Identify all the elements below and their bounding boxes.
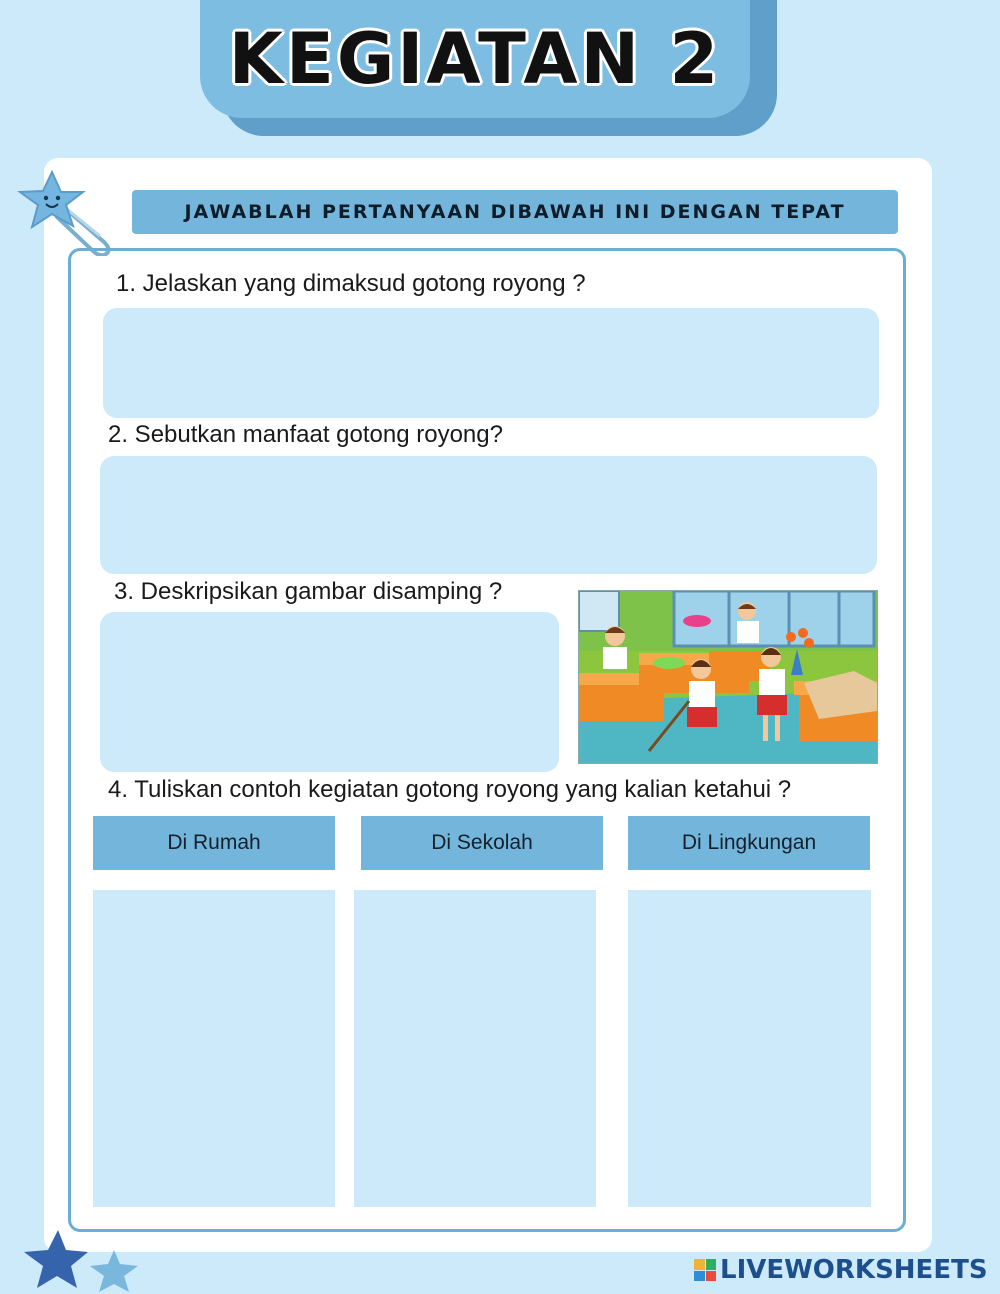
instruction-text: JAWABLAH PERTANYAAN DIBAWAH INI DENGAN TEPAT: [184, 201, 846, 223]
question-4: 4. Tuliskan contoh kegiatan gotong royong yang kalian ketahui ?: [108, 776, 792, 803]
page-title: KEGIATAN 2: [228, 18, 722, 100]
answer-rumah-input[interactable]: [93, 890, 335, 1207]
column-header-rumah: [93, 816, 335, 870]
column-label: Di Sekolah: [431, 831, 533, 854]
star-paperclip-icon: [16, 170, 116, 256]
answer-sekolah-input[interactable]: [354, 890, 596, 1207]
brand-logo-icon: [694, 1259, 716, 1281]
question-1: 1. Jelaskan yang dimaksud gotong royong ?: [116, 270, 586, 297]
title-tab: [200, 0, 750, 118]
column-label: Di Lingkungan: [681, 831, 817, 854]
answer-2-input[interactable]: [100, 456, 877, 574]
answer-lingkungan-input[interactable]: [628, 890, 871, 1207]
column-header-lingkungan: [628, 816, 870, 870]
question-2: 2. Sebutkan manfaat gotong royong?: [108, 421, 503, 448]
answer-1-input[interactable]: [103, 308, 879, 418]
star-icon: [20, 1228, 90, 1292]
instruction-bar: [132, 190, 898, 234]
column-header-sekolah: [361, 816, 603, 870]
liveworksheets-logo: [694, 1254, 988, 1286]
brand-text: LIVEWORKSHEETS: [720, 1255, 988, 1285]
star-icon: [84, 1248, 142, 1294]
answer-3-input[interactable]: [100, 612, 559, 772]
question-3: 3. Deskripsikan gambar disamping ?: [114, 578, 503, 605]
column-label: Di Rumah: [167, 831, 261, 854]
classroom-illustration: [578, 590, 878, 764]
